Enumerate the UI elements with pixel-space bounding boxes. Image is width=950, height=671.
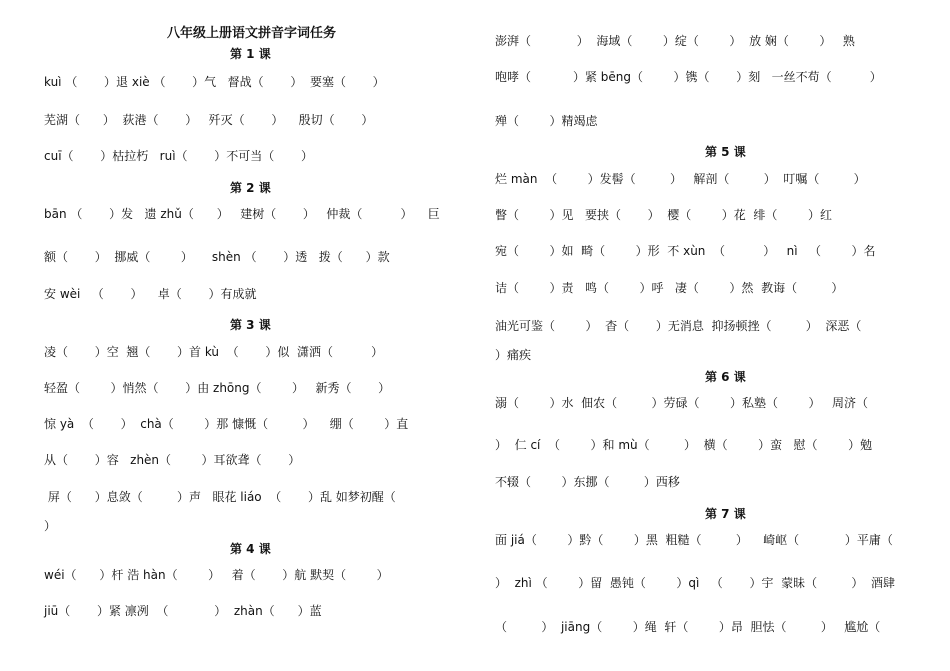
exercise-line: 不辍（ ）东挪（ ）西移: [495, 475, 680, 489]
exercise-line: kuì （ ）退 xiè （ ）气 督战（ ） 要塞（ ）: [44, 75, 385, 89]
exercise-line: 澎湃（ ） 海域（ ）绽（ ） 放 娴（ ） 熟: [495, 34, 855, 48]
exercise-line: 宛（ ）如 畸（ ）形 不 xùn （ ） nì （ ）名: [495, 244, 876, 258]
exercise-line: jiū（ ）紧 凛冽 （ ） zhàn（ ）蓝: [44, 604, 322, 618]
exercise-line: 诘（ ）责 鸣（ ）呼 凄（ ）然 教诲（ ）: [495, 281, 844, 295]
exercise-line: wéi（ ）杆 浩 hàn（ ） 着（ ）航 默契（ ）: [44, 568, 389, 582]
exercise-line: （ ） jiāng（ ）绳 轩（ ）昂 胆怯（ ） 尴尬（: [495, 620, 881, 634]
exercise-line: cuī（ ）枯拉朽 ruì（ ）不可当（ ）: [44, 149, 313, 163]
lesson-heading: 第 1 课: [230, 47, 271, 61]
exercise-line: 烂 màn （ ）发髻（ ） 解剖（ ） 叮嘱（ ）: [495, 172, 866, 186]
exercise-line: ）痛疾: [495, 348, 532, 362]
exercise-line: 凌（ ）空 翘（ ）首 kù （ ）似 潇洒（ ）: [44, 345, 384, 359]
exercise-line: 从（ ）容 zhèn（ ）耳欲聋（ ）: [44, 453, 301, 467]
lesson-heading: 第 5 课: [705, 145, 746, 159]
exercise-line: 面 jiá（ ）黔（ ）黑 粗糙（ ） 崎岖（ ）平庸（: [495, 533, 893, 547]
lesson-heading: 第 6 课: [705, 370, 746, 384]
exercise-line: 安 wèi （ ） 卓（ ）有成就: [44, 287, 257, 301]
exercise-line: 惊 yà （ ） chà（ ）那 慷慨（ ） 绷（ ）直: [44, 417, 409, 431]
exercise-line: bān （ ）发 遗 zhǔ（ ） 建树（ ） 仲裁（ ） 巨: [44, 207, 440, 221]
lesson-heading: 第 2 课: [230, 181, 271, 195]
exercise-line: 额（ ） 挪威（ ） shèn （ ）透 拨（ ）款: [44, 250, 390, 264]
exercise-line: 咆哮（ ）紧 bēng（ ）镌（ ）刻 一丝不苟（ ）: [495, 70, 882, 84]
lesson-heading: 第 7 课: [705, 507, 746, 521]
exercise-line: 瞥（ ）见 要挟（ ） 樱（ ）花 绯（ ）红: [495, 208, 832, 222]
lesson-heading: 第 4 课: [230, 542, 271, 556]
exercise-line: ） 仁 cí （ ）和 mù（ ） 横（ ）蛮 慰（ ）勉: [495, 438, 873, 452]
exercise-line: 屏（ ）息敛（ ）声 眼花 liáo （ ）乱 如梦初醒（: [44, 490, 396, 504]
exercise-line: 芜湖（ ） 荻港（ ） 歼灭（ ） 殷切（ ）: [44, 113, 374, 127]
lesson-heading: 第 3 课: [230, 318, 271, 332]
exercise-line: 溺（ ）水 佃农（ ）劳碌（ ）私塾（ ） 周济（: [495, 396, 868, 410]
exercise-line: 油光可鉴（ ） 杳（ ）无消息 抑扬顿挫（ ） 深恶（: [495, 319, 862, 333]
document-title: 八年级上册语文拼音字词任务: [167, 26, 337, 41]
exercise-line: 轻盈（ ）悄然（ ）由 zhōng（ ） 新秀（ ）: [44, 381, 391, 395]
exercise-line: 殚（ ）精竭虑: [495, 114, 598, 128]
exercise-line: ） zhì （ ）留 愚钝（ ）qì （ ）宇 蒙昧（ ） 酒肆: [495, 576, 896, 590]
exercise-line: ）: [44, 519, 57, 533]
